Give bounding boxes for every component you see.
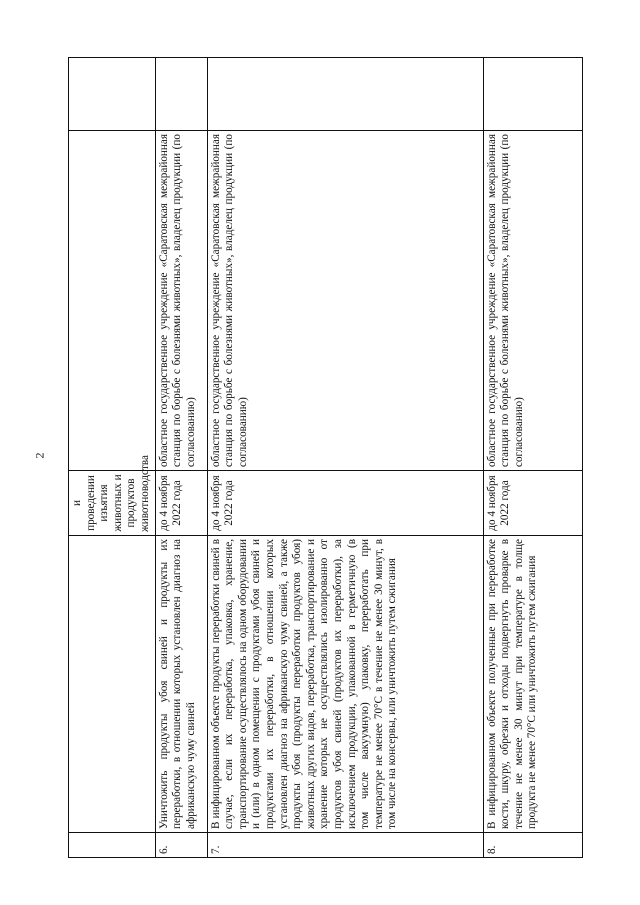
row-number: 6. bbox=[155, 833, 207, 858]
rotated-page-content bbox=[68, 58, 583, 858]
row-number: 8. bbox=[483, 833, 582, 858]
deadline-text: до 4 ноября 2022 года bbox=[155, 471, 207, 536]
table-row bbox=[483, 58, 582, 858]
extra-cell bbox=[207, 58, 483, 131]
responsible-text: областное государственное учреждение «Саратовская межрайонная станция по борьбе с болезнями животных», владелец продукции (по согласованию) bbox=[207, 131, 483, 471]
measure-text: В инфицированном объекте продукты переработки свиней в случае, если их переработка, упаковка, хранение, транспортирование осуществлялось на одном оборудовании и (или) в одном помещении с продуктами убоя свиней и продуктами их переработки, в отношении которых установлен диагноз на африканскую чуму свиней, а также продукты убоя (продукты переработки продуктов убоя) животных других видов, переработка, транспортирование и хранение которых не осуществлялись изолированно от продуктов убоя свиней (продуктов их переработки), за исключением продукции, упакованной в герметичную (в том числе вакуумную) упаковку, переработать при температуре не менее 70°С в течение не менее 30 минут, в том числе на консервы, или уничтожить путем сжигания bbox=[207, 536, 483, 833]
page-number: 2 bbox=[32, 452, 47, 459]
header-responsible-cell bbox=[69, 131, 156, 471]
header-extra-cell bbox=[69, 58, 156, 131]
table-header-row-continuation bbox=[69, 58, 156, 858]
deadline-text: до 4 ноября 2022 года bbox=[483, 471, 582, 536]
measure-text: В инфицированном объекте полученные при переработке кости, шкуру, обрезки и отходы подвергнуть проварке в течение не менее 30 минут при температуре в толще продукта не менее 70°С или уничтожить путем сжигания bbox=[483, 536, 582, 833]
measure-text: Уничтожить продукты убоя свиней и продукты их переработки, в отношении которых установлен диагноз на африканскую чуму свиней bbox=[155, 536, 207, 833]
header-measure-cell bbox=[69, 536, 156, 833]
extra-cell bbox=[155, 58, 207, 131]
responsible-text: областное государственное учреждение «Саратовская межрайонная станция по борьбе с болезнями животных», владелец продукции (по согласованию) bbox=[155, 131, 207, 471]
table-row bbox=[155, 58, 207, 858]
header-num-cell bbox=[69, 833, 156, 858]
table-row bbox=[207, 58, 483, 858]
deadline-text: до 4 ноября 2022 года bbox=[207, 471, 483, 536]
responsible-text: областное государственное учреждение «Саратовская межрайонная станция по борьбе с болезнями животных», владелец продукции (по согласованию) bbox=[483, 131, 582, 471]
extra-cell bbox=[483, 58, 582, 131]
measures-table bbox=[68, 57, 583, 858]
row-number: 7. bbox=[207, 833, 483, 858]
header-deadline-cell: и проведении изъятия животных и продуктов животноводства bbox=[69, 471, 156, 536]
